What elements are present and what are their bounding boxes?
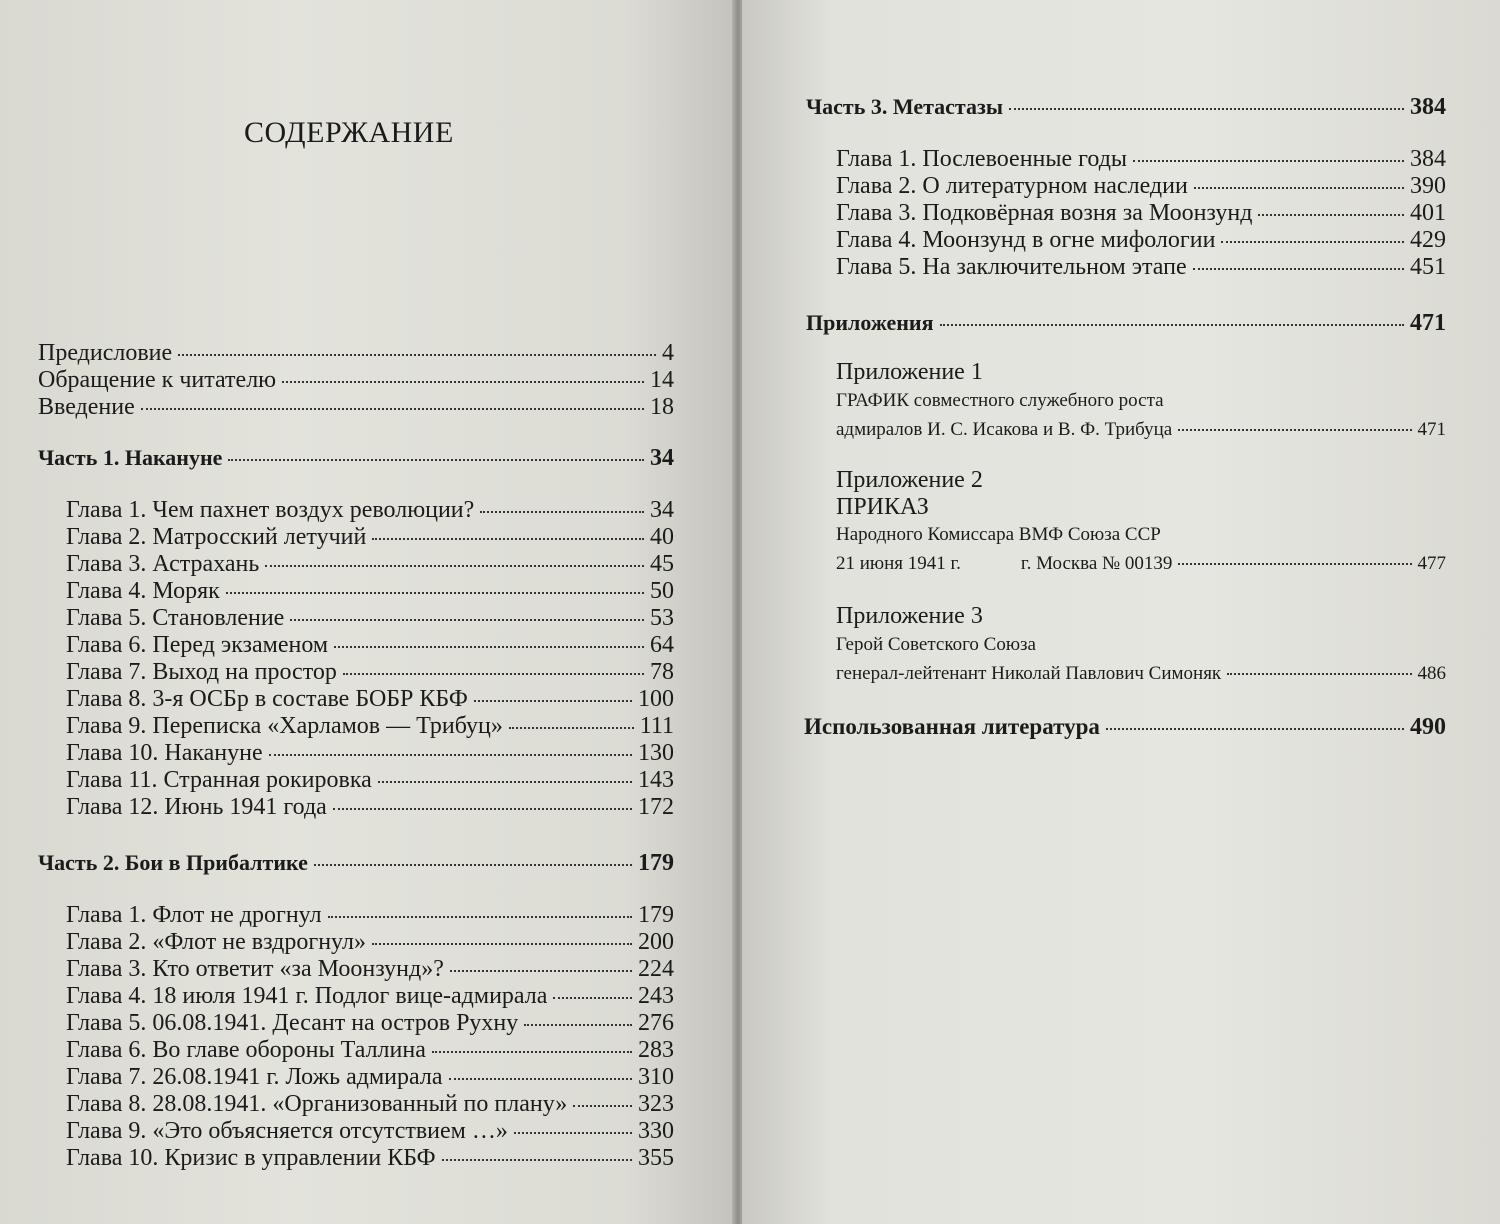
chapter-page: 384 [1410, 146, 1446, 172]
toc-title: СОДЕРЖАНИЕ [244, 116, 454, 149]
dot-leader [1258, 214, 1404, 216]
appendix-row [836, 549, 1446, 578]
entry-page: 18 [650, 394, 674, 420]
part-page: 34 [650, 445, 674, 471]
chapter-title: Глава 8. 28.08.1941. «Организованный по плану» [66, 1091, 568, 1117]
part-title: Приложения [806, 310, 934, 335]
chapter-title: Глава 3. Кто ответит «за Моонзунд»? [66, 956, 444, 982]
appendix-heading: Приложение 2 [836, 467, 983, 493]
appendix-page: 477 [1417, 553, 1446, 574]
appendix-line: генерал-лейтенант Николай Павлович Симоняк [836, 663, 1222, 684]
chapter-page: 283 [638, 1037, 674, 1063]
toc-chapter[interactable] [836, 200, 1446, 227]
toc-chapter[interactable] [836, 146, 1446, 173]
dot-leader [290, 619, 644, 621]
part-title: Часть 1. Накануне [38, 445, 223, 470]
dot-leader [269, 754, 632, 756]
chapter-page: 64 [650, 632, 674, 658]
chapter-page: 143 [638, 767, 674, 793]
part-page: 179 [638, 850, 674, 876]
chapter-title: Глава 2. «Флот не вздрогнул» [66, 929, 366, 955]
chapter-title: Глава 10. Кризис в управлении КБФ [66, 1145, 436, 1171]
toc-chapter[interactable] [66, 767, 674, 794]
dot-leader [1221, 241, 1404, 243]
dot-leader [509, 727, 634, 729]
dot-leader [343, 673, 644, 675]
appendix-place: г. Москва № 00139 [1020, 553, 1173, 574]
appendix-page: 486 [1417, 663, 1446, 684]
dot-leader [334, 646, 644, 648]
toc-chapter[interactable] [66, 632, 674, 659]
appendix-order-title: ПРИКАЗ [836, 494, 929, 520]
appendix-heading: Приложение 1 [836, 359, 983, 385]
toc-appendices[interactable] [806, 308, 1446, 338]
dot-leader [314, 864, 632, 866]
dot-leader [1193, 268, 1404, 270]
toc-chapter[interactable] [66, 1010, 674, 1037]
dot-leader [1178, 563, 1411, 565]
chapter-page: 200 [638, 929, 674, 955]
chapter-title: Глава 1. Чем пахнет воздух революции? [66, 497, 475, 523]
literature-block [804, 712, 1446, 742]
appendix-row [836, 659, 1446, 688]
entry-title: Обращение к читателю [38, 367, 277, 393]
dot-leader [1227, 673, 1411, 675]
part1-heading-block [38, 443, 674, 473]
dot-leader [372, 943, 632, 945]
part-page: 471 [1410, 310, 1446, 336]
chapter-title: Глава 5. Становление [66, 605, 285, 631]
chapter-title: Глава 4. Моряк [66, 578, 220, 604]
chapter-page: 276 [638, 1010, 674, 1036]
chapter-title: Глава 9. «Это объясняется отсутствием …» [66, 1118, 508, 1144]
toc-chapter[interactable] [66, 740, 674, 767]
chapter-page: 330 [638, 1118, 674, 1144]
chapter-page: 323 [638, 1091, 674, 1117]
chapter-title: Глава 12. Июнь 1941 года [66, 794, 327, 820]
chapter-page: 34 [650, 497, 674, 523]
chapter-title: Глава 1. Флот не дрогнул [66, 902, 322, 928]
chapter-page: 111 [639, 713, 674, 739]
toc-chapter[interactable] [836, 173, 1446, 200]
chapter-page: 429 [1410, 227, 1446, 253]
toc-chapter[interactable] [836, 227, 1446, 254]
toc-chapter[interactable] [66, 659, 674, 686]
part3-chapters [836, 146, 1446, 281]
toc-chapter[interactable] [66, 1091, 674, 1118]
chapter-title: Глава 1. Послевоенные годы [836, 146, 1128, 172]
toc-chapter[interactable] [66, 551, 674, 578]
chapter-page: 172 [638, 794, 674, 820]
appendix-heading: Приложение 3 [836, 603, 983, 629]
part-title: Часть 3. Метастазы [806, 94, 1004, 119]
chapter-page: 40 [650, 524, 674, 550]
toc-chapter[interactable] [66, 929, 674, 956]
part-title: Часть 2. Бои в Прибалтике [38, 850, 308, 875]
chapter-title: Глава 6. Во главе обороны Таллина [66, 1037, 426, 1063]
entry-page: 14 [650, 367, 674, 393]
dot-leader [450, 970, 632, 972]
toc-chapter[interactable] [66, 983, 674, 1010]
dot-leader [432, 1051, 632, 1053]
chapter-title: Глава 7. Выход на простор [66, 659, 337, 685]
appendix-3[interactable] [836, 602, 1446, 688]
dot-leader [282, 381, 644, 383]
dot-leader [1194, 187, 1404, 189]
toc-chapter[interactable] [836, 254, 1446, 281]
chapter-page: 100 [638, 686, 674, 712]
dot-leader [328, 916, 632, 918]
dot-leader [442, 1159, 632, 1161]
entry-title: Введение [38, 394, 135, 420]
chapter-title: Глава 11. Странная рокировка [66, 767, 372, 793]
appendix-row [836, 415, 1446, 444]
toc-chapter[interactable] [66, 497, 674, 524]
dot-leader [1106, 728, 1404, 730]
toc-chapter[interactable] [66, 1145, 674, 1172]
appendix-page: 471 [1417, 419, 1446, 440]
toc-chapter[interactable] [66, 578, 674, 605]
appendix-line: Герой Советского Союза [836, 634, 1036, 655]
chapter-page: 179 [638, 902, 674, 928]
part2-heading-block [38, 848, 674, 878]
toc-chapter[interactable] [66, 794, 674, 821]
dot-leader [524, 1024, 632, 1026]
part3-heading-block [806, 92, 1446, 122]
toc-chapter[interactable] [66, 902, 674, 929]
chapter-page: 130 [638, 740, 674, 766]
dot-leader [265, 565, 644, 567]
chapter-title: Глава 3. Астрахань [66, 551, 260, 577]
chapter-title: Глава 5. 06.08.1941. Десант на остров Рухну [66, 1010, 519, 1036]
toc-chapter[interactable] [66, 686, 674, 713]
appendix-date-place [836, 549, 1172, 578]
chapter-page: 310 [638, 1064, 674, 1090]
part-title: Использованная литература [804, 714, 1100, 739]
chapter-title: Глава 2. Матросский летучий [66, 524, 367, 550]
toc-literature[interactable] [804, 712, 1446, 742]
left-page [0, 0, 735, 1224]
dot-leader [553, 997, 632, 999]
dot-leader [226, 592, 644, 594]
chapter-page: 451 [1410, 254, 1446, 280]
dot-leader [474, 700, 632, 702]
dot-leader [514, 1132, 632, 1134]
dot-leader [449, 1078, 633, 1080]
chapter-title: Глава 8. 3-я ОСБр в составе БОБР КБФ [66, 686, 468, 712]
chapter-page: 401 [1410, 200, 1446, 226]
appendix-1[interactable] [836, 358, 1446, 444]
dot-leader [1133, 160, 1404, 162]
toc-part-1[interactable] [38, 443, 674, 473]
appendix-line: ГРАФИК совместного служебного роста [836, 390, 1164, 411]
chapter-page: 243 [638, 983, 674, 1009]
part2-chapters [66, 902, 674, 1172]
toc-chapter[interactable] [66, 713, 674, 740]
dot-leader [372, 538, 644, 540]
chapter-title: Глава 2. О литературном наследии [836, 173, 1188, 199]
toc-part-3[interactable] [806, 92, 1446, 122]
dot-leader [1178, 429, 1411, 431]
toc-chapter[interactable] [66, 956, 674, 983]
entry-title: Предисловие [38, 340, 173, 366]
chapter-page: 390 [1410, 173, 1446, 199]
toc-part-2[interactable] [38, 848, 674, 878]
appendices-heading-block [806, 308, 1446, 338]
dot-leader [333, 808, 632, 810]
chapter-title: Глава 7. 26.08.1941 г. Ложь адмирала [66, 1064, 443, 1090]
chapter-page: 224 [638, 956, 674, 982]
chapter-title: Глава 10. Накануне [66, 740, 263, 766]
chapter-page: 355 [638, 1145, 674, 1171]
dot-leader [378, 781, 632, 783]
appendix-2[interactable] [836, 466, 1446, 578]
chapter-title: Глава 4. Моонзунд в огне мифологии [836, 227, 1216, 253]
entry-page: 4 [662, 340, 674, 366]
toc-chapter[interactable] [66, 1064, 674, 1091]
appendix-line: Народного Комиссара ВМФ Союза ССР [836, 524, 1161, 545]
toc-chapter[interactable] [66, 524, 674, 551]
chapter-title: Глава 9. Переписка «Харламов — Трибуц» [66, 713, 503, 739]
chapter-title: Глава 5. На заключительном этапе [836, 254, 1187, 280]
chapter-page: 45 [650, 551, 674, 577]
dot-leader [573, 1105, 632, 1107]
dot-leader [178, 354, 656, 356]
toc-chapter[interactable] [66, 1037, 674, 1064]
toc-chapter[interactable] [66, 1118, 674, 1145]
dot-leader [940, 324, 1405, 326]
part1-chapters [66, 497, 674, 821]
part-page: 384 [1410, 94, 1446, 120]
chapter-title: Глава 6. Перед экзаменом [66, 632, 329, 658]
dot-leader [480, 511, 644, 513]
appendix-date: 21 июня 1941 г. [836, 553, 961, 574]
chapter-page: 53 [650, 605, 674, 631]
dot-leader [1009, 108, 1404, 110]
part-page: 490 [1410, 714, 1446, 740]
chapter-page: 50 [650, 578, 674, 604]
dot-leader [141, 408, 644, 410]
toc-chapter[interactable] [66, 605, 674, 632]
right-page [742, 0, 1500, 1224]
chapter-title: Глава 3. Подковёрная возня за Моонзунд [836, 200, 1253, 226]
intro-block [38, 340, 674, 421]
appendix-line: адмиралов И. С. Исакова и В. Ф. Трибуца [836, 419, 1173, 440]
chapter-page: 78 [650, 659, 674, 685]
toc-entry-introduction[interactable] [38, 394, 674, 421]
dot-leader [228, 459, 644, 461]
chapter-title: Глава 4. 18 июля 1941 г. Подлог вице-адмирала [66, 983, 548, 1009]
toc-entry-address[interactable] [38, 367, 674, 394]
toc-entry-preface[interactable] [38, 340, 674, 367]
